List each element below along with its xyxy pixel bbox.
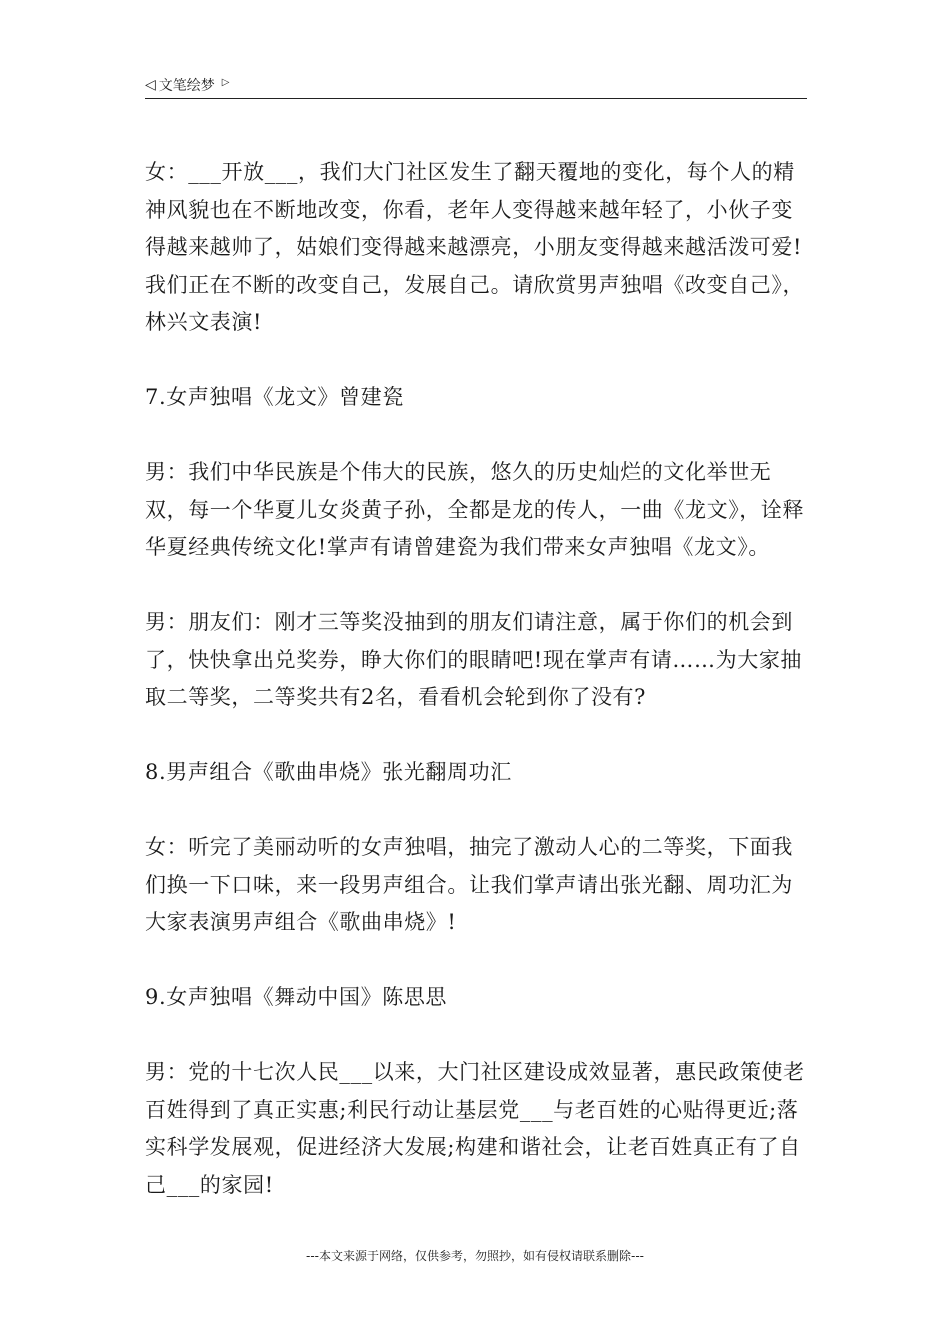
program-item-9: 9.女声独唱《舞动中国》陈思思 <box>145 985 448 1009</box>
paragraph-male-host-community: 男：党的十七次人民___以来，大门社区建设成效显著，惠民政策使老百姓得到了真正实惠;利民行动让基层党___与老百姓的心贴得更近;落实科学发展观，促进经济大发展;构建和谐社会，让老百姓真正有了自己___的家园! <box>145 1060 805 1197</box>
paragraph-male-host-lottery: 男：朋友们：刚才三等奖没抽到的朋友们请注意，属于你们的机会到了，快快拿出兑奖券，睁大你们的眼睛吧!现在掌声有请……为大家抽取二等奖，二等奖共有2名，看看机会轮到你了没有? <box>145 610 803 709</box>
right-triangle-icon: ▷ <box>221 76 230 88</box>
program-item-7: 7.女声独唱《龙文》曾建瓷 <box>145 385 404 409</box>
page-header <box>145 72 807 99</box>
footer-disclaimer: ---本文来源于网络，仅供参考，勿照抄，如有侵权请联系删除--- <box>306 1249 644 1263</box>
paragraph-female-host-change: 女：___开放___，我们大门社区发生了翻天覆地的变化，每个人的精神风貌也在不断地改变，你看，老年人变得越来越年轻了，小伙子变得越来越帅了，姑娘们变得越来越漂亮，小朋友变得越来越活泼可爱!我们正在不断的改变自己，发展自己。请欣赏男声独唱《改变自己》，林兴文表演! <box>145 160 805 334</box>
paragraph-male-host-dragon: 男：我们中华民族是个伟大的民族，悠久的历史灿烂的文化举世无双，每一个华夏儿女炎黄子孙，全都是龙的传人，一曲《龙文》，诠释华夏经典传统文化!掌声有请曾建瓷为我们带来女声独唱《龙文》。 <box>145 460 805 559</box>
paragraph-female-host-medley: 女：听完了美丽动听的女声独唱，抽完了激动人心的二等奖，下面我们换一下口味，来一段男声组合。让我们掌声请出张光翻、周功汇为大家表演男声组合《歌曲串烧》! <box>145 835 793 934</box>
left-triangle-icon: ◁ <box>145 77 156 93</box>
header-title: 文笔绘梦 <box>158 78 215 94</box>
document-body <box>145 154 807 1242</box>
program-item-8: 8.男声组合《歌曲串烧》张光翻周功汇 <box>145 760 512 784</box>
